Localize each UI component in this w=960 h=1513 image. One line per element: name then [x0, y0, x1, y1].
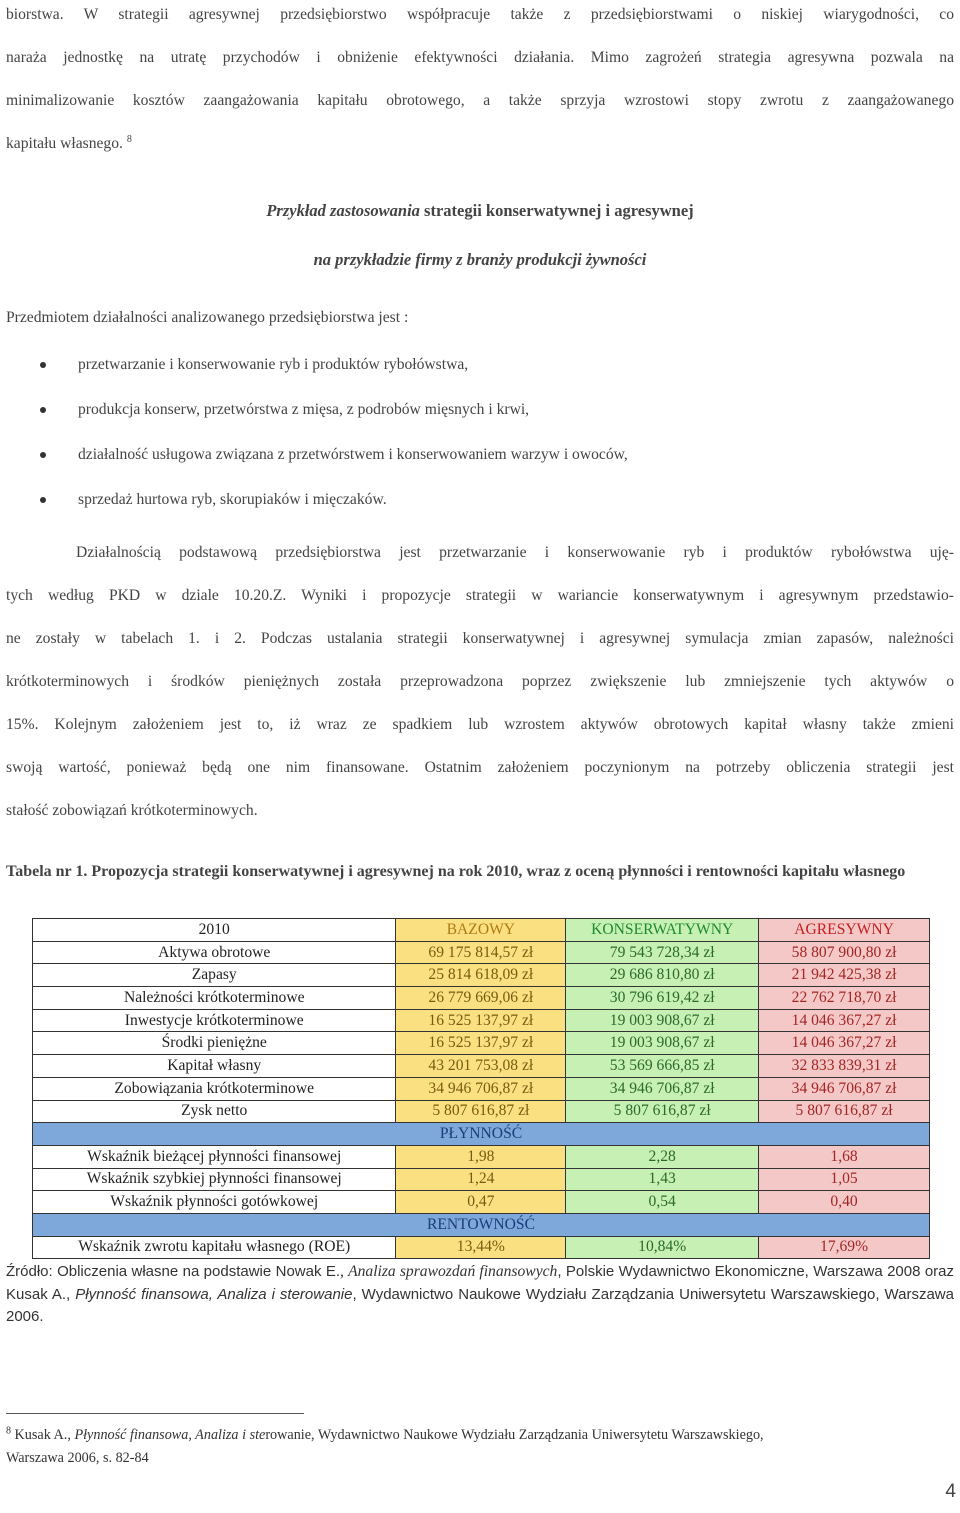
intro-last-line: [6, 122, 954, 165]
source-comma: ,: [340, 1263, 349, 1280]
subject-line: Przedmiotem działalności analizowanego przedsiębiorstwa jest :: [6, 309, 409, 326]
table-row: [33, 1100, 930, 1123]
source-title-1: Analiza sprawozdań finansowych: [348, 1263, 558, 1280]
bullet-icon: [40, 497, 46, 503]
body-line: krótkoterminowych i środków pieniężnych została przeprowadzona poprzez zwiększenie lub zmniejszenie tych aktywów o: [6, 673, 954, 690]
table-cell: 13,44%: [396, 1236, 566, 1259]
body-line: swoją wartość, ponieważ będą one nim finansowane. Ostatnim założeniem poczynionym na potrzeby obliczenia strategii jest: [6, 759, 954, 776]
table-cell: 53 569 666,85 zł: [566, 1055, 759, 1078]
table-cell: 1,43: [566, 1168, 759, 1191]
body-last-line: stałość zobowiązań krótkoterminowych.: [6, 802, 258, 819]
table-cell: 30 796 619,42 zł: [566, 987, 759, 1010]
section-row-liquidity: [33, 1123, 930, 1146]
footnote-author: Kusak A.,: [14, 1427, 75, 1443]
table-cell: 0,47: [396, 1191, 566, 1214]
list-item: [40, 435, 628, 480]
intro-line: naraża jednostkę na utratę przychodów i obniżenie efektywności działania. Mimo zagrożeń strategia agresywna pozwala na: [6, 49, 954, 66]
table-cell: Kapitał własny: [33, 1055, 396, 1078]
section-header-cell: PŁYNNOŚĆ: [33, 1123, 930, 1146]
section-heading-line2: [0, 250, 960, 270]
table-cell: Inwestycje krótkoterminowe: [33, 1009, 396, 1032]
page-number: 4: [945, 1481, 956, 1502]
table-cell: 22 762 718,70 zł: [759, 987, 930, 1010]
table-cell: Zapasy: [33, 964, 396, 987]
table-cell: 10,84%: [566, 1236, 759, 1259]
list-item-text: działalność usługowa związana z przetwórstwem i konserwowaniem warzyw i owoców,: [78, 446, 628, 463]
table-cell: 58 807 900,80 zł: [759, 941, 930, 964]
table-row: [33, 987, 930, 1010]
table-cell: 17,69%: [759, 1236, 930, 1259]
bullet-icon: [40, 452, 46, 458]
table-cell: 16 525 137,97 zł: [396, 1009, 566, 1032]
table-cell: 2010: [33, 919, 396, 942]
bullet-icon: [40, 407, 46, 413]
activity-list: [40, 345, 628, 525]
footnote-line2: Warszawa 2006, s. 82-84: [6, 1450, 149, 1466]
strategy-table: [32, 918, 930, 1259]
table-cell: Wskaźnik zwrotu kapitału własnego (ROE): [33, 1236, 396, 1259]
table-cell: 34 946 706,87 zł: [759, 1077, 930, 1100]
intro-line: kapitału własnego.: [6, 135, 123, 152]
table-row: [33, 1145, 930, 1168]
table-cell: 69 175 814,57 zł: [396, 941, 566, 964]
table-cell: 1,98: [396, 1145, 566, 1168]
footnote-title-rest: rowanie: [265, 1427, 312, 1443]
table-cell: 16 525 137,97 zł: [396, 1032, 566, 1055]
table-header-row: [33, 919, 930, 942]
body-line: ne zostały w tabelach 1. i 2. Podczas ustalania strategii konserwatywnej i agresywnej symulacja zmian zapasów, należności: [6, 630, 954, 647]
heading-rest-part: strategii konserwatywnej i agresywnej: [424, 201, 694, 220]
table-cell: Należności krótkoterminowe: [33, 987, 396, 1010]
intro-line: biorstwa. W strategii agresywnej przedsiębiorstwo współpracuje także z przedsiębiorstwami o niskiej wiarygodności, co: [6, 6, 954, 23]
table-cell: Aktywa obrotowe: [33, 941, 396, 964]
list-item-text: sprzedaż hurtowa ryb, skorupiaków i mięczaków.: [78, 491, 387, 508]
bullet-icon: [40, 362, 46, 368]
list-item-text: przetwarzanie i konserwowanie ryb i produktów rybołówstwa,: [78, 356, 469, 373]
footnote-rest: , Wydawnictwo Naukowe Wydziału Zarządzania Uniwersytetu Warszawskiego,: [311, 1427, 764, 1443]
list-item-text: produkcja konserw, przetwórstwa z mięsa, z podrobów mięsnych i krwi,: [78, 401, 530, 418]
footnote: [6, 1424, 954, 1470]
table-cell: 2,28: [566, 1145, 759, 1168]
footnote-title: Płynność finansowa, Analiza i ste: [74, 1427, 266, 1443]
table-cell: 34 946 706,87 zł: [566, 1077, 759, 1100]
list-item: [40, 390, 628, 435]
source-title-2: Płynność finansowa, Analiza i sterowanie: [75, 1285, 353, 1303]
table-cell: BAZOWY: [396, 919, 566, 942]
intro-line: minimalizowanie kosztów zaangażowania kapitału obrotowego, a także sprzyja wzrostowi stopy zwrotu z zaangażowanego: [6, 92, 954, 109]
table-cell: AGRESYWNY: [759, 919, 930, 942]
table-cell: 1,68: [759, 1145, 930, 1168]
table-row: [33, 1236, 930, 1259]
source-suffix: , Wydawnictwo Naukowe Wydziału Zarządzania Uniwersytetu Warszawskiego, Warszawa 2006.: [6, 1285, 954, 1325]
body-line: Działalnością podstawową przedsiębiorstwa jest przetwarzanie i konserwowanie ryb i produktów rybołówstwa uję-: [76, 544, 954, 561]
table-row: [33, 1191, 930, 1214]
list-item: [40, 480, 628, 525]
table-row: [33, 1009, 930, 1032]
table-row: [33, 1055, 930, 1078]
section-header-cell: RENTOWNOŚĆ: [33, 1213, 930, 1236]
table-cell: 5 807 616,87 zł: [759, 1100, 930, 1123]
body-line: 15%. Kolejnym założeniem jest to, iż wraz ze spadkiem lub wzrostem aktywów obrotowych kapitał własny także zmieni: [6, 716, 954, 733]
table-cell: 5 807 616,87 zł: [566, 1100, 759, 1123]
heading-subtitle: na przykładzie firmy z branży produkcji żywności: [313, 250, 647, 269]
table-cell: 21 942 425,38 zł: [759, 964, 930, 987]
table-cell: Zysk netto: [33, 1100, 396, 1123]
table-row: [33, 964, 930, 987]
table-row: [33, 1168, 930, 1191]
table-caption: Tabela nr 1. Propozycja strategii konserwatywnej i agresywnej na rok 2010, wraz z oceną płynności i rentowności kapitału własnego: [6, 863, 906, 880]
body-line: tych według PKD w dziale 10.20.Z. Wyniki i propozycje strategii w wariancie konserwatywnym i agresywnym przedstawio-: [6, 587, 954, 604]
table-row: [33, 1032, 930, 1055]
table-cell: 14 046 367,27 zł: [759, 1032, 930, 1055]
table-cell: 5 807 616,87 zł: [396, 1100, 566, 1123]
table-row: [33, 1077, 930, 1100]
footnote-reference[interactable]: 8: [126, 133, 132, 145]
table-cell: 14 046 367,27 zł: [759, 1009, 930, 1032]
table-cell: 43 201 753,08 zł: [396, 1055, 566, 1078]
table-cell: 19 003 908,67 zł: [566, 1009, 759, 1032]
intro-paragraph: [6, 0, 954, 122]
table-row: [33, 941, 930, 964]
table-cell: 34 946 706,87 zł: [396, 1077, 566, 1100]
table-cell: 79 543 728,34 zł: [566, 941, 759, 964]
table-cell: 32 833 839,31 zł: [759, 1055, 930, 1078]
footnote-number: 8: [6, 1425, 11, 1437]
table-cell: Środki pieniężne: [33, 1032, 396, 1055]
table-cell: 25 814 618,09 zł: [396, 964, 566, 987]
source-middle: , Polskie Wydawnictwo Ekonomiczne, Warszawa 2008 oraz Kusak A.,: [6, 1263, 955, 1303]
table-cell: Wskaźnik bieżącej płynności finansowej: [33, 1145, 396, 1168]
source-prefix: Źródło: Obliczenia własne na podstawie Nowak E.: [6, 1263, 341, 1280]
table-cell: 29 686 810,80 zł: [566, 964, 759, 987]
table-cell: 0,54: [566, 1191, 759, 1214]
table-cell: 1,24: [396, 1168, 566, 1191]
table-cell: 0,40: [759, 1191, 930, 1214]
body-paragraph: [6, 531, 954, 789]
section-row-profitability: [33, 1213, 930, 1236]
table-cell: 1,05: [759, 1168, 930, 1191]
table-cell: KONSERWATYWNY: [566, 919, 759, 942]
list-item: [40, 345, 628, 390]
table-cell: Wskaźnik szybkiej płynności finansowej: [33, 1168, 396, 1191]
table-cell: 19 003 908,67 zł: [566, 1032, 759, 1055]
table-cell: Zobowiązania krótkoterminowe: [33, 1077, 396, 1100]
footnote-separator: [6, 1413, 304, 1414]
table-cell: 26 779 669,06 zł: [396, 987, 566, 1010]
table-cell: Wskaźnik płynności gotówkowej: [33, 1191, 396, 1214]
heading-italic-part: Przykład zastosowania: [266, 201, 420, 220]
table-source: [6, 1261, 954, 1329]
section-heading-line1: [0, 201, 960, 221]
